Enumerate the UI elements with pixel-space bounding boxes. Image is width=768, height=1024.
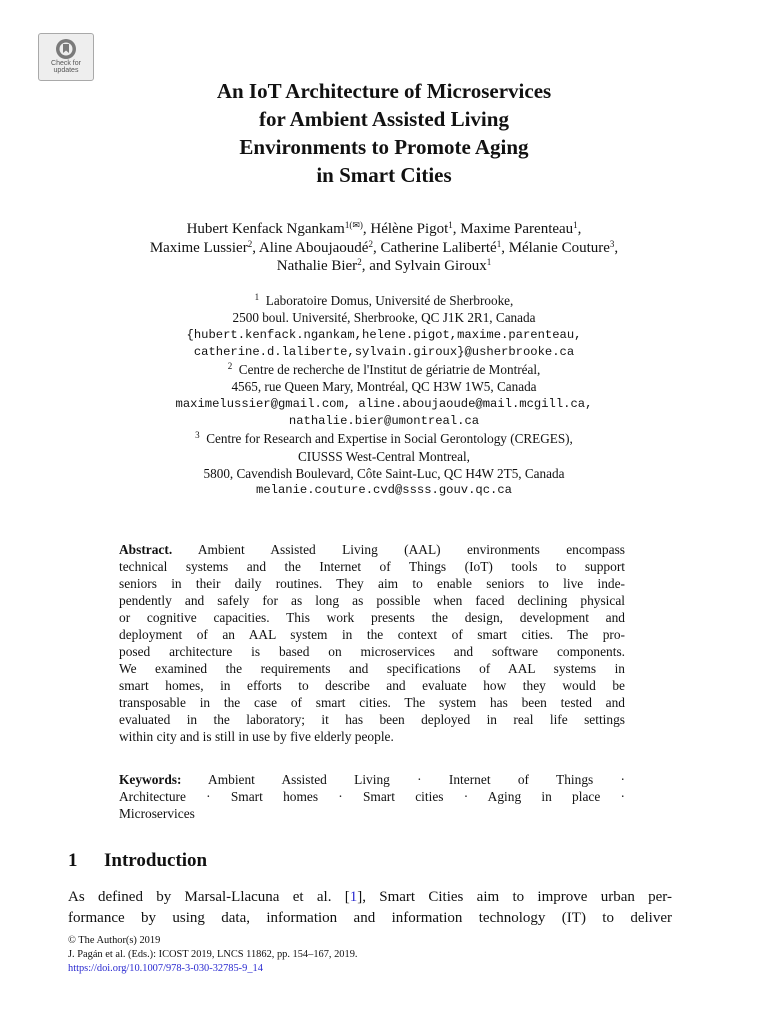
body-text-span: As defined by Marsal-Llacuna et al. [ <box>68 889 350 905</box>
author-name: Catherine Laliberté <box>380 239 497 256</box>
affiliation-text: 2500 boul. Université, Sherbrooke, QC J1K 2R1, Canada <box>232 310 536 326</box>
title-line: for Ambient Assisted Living <box>259 107 509 131</box>
abstract-line: We examined the requirements and specifications of AAL systems in <box>119 661 625 676</box>
affiliation-text: CIUSSS West-Central Montreal, <box>298 448 470 464</box>
keywords-line: Architecture · Smart homes · Smart cities · Aging in place · <box>119 789 625 804</box>
abstract-label: Abstract. <box>119 542 173 557</box>
abstract-text: Ambient Assisted Living (AAL) environments encompass <box>197 542 625 557</box>
abstract-line: posed architecture is based on microservices and software components. <box>119 644 625 659</box>
title-line: An IoT Architecture of Microservices <box>216 79 552 103</box>
affiliation-number: 2 <box>227 361 233 372</box>
keywords-label: Keywords: <box>119 772 182 787</box>
email-list[interactable]: catherine.d.laliberte,sylvain.giroux}@usherbrooke.ca <box>193 344 575 359</box>
citation-info: J. Pagán et al. (Eds.): ICOST 2019, LNCS 11862, pp. 154–167, 2019. <box>68 949 358 960</box>
badge-label-line1: Check for <box>51 60 81 67</box>
section-number: 1 <box>68 850 78 871</box>
section-title: Introduction <box>104 850 208 871</box>
email-list[interactable]: maximelussier@gmail.com, aline.aboujaoude@mail.mcgill.ca, <box>175 396 593 411</box>
keywords-text: Ambient Assisted Living · Internet of Things · <box>208 772 625 787</box>
copyright-notice: © The Author(s) 2019 <box>68 935 161 946</box>
author-name: Maxime Parenteau <box>460 221 574 237</box>
author-line: Nathalie Bier$^2$, and Sylvain Giroux$^1$ <box>276 257 492 274</box>
author-name: Maxime Lussier <box>149 239 248 256</box>
author-affil-mark: 1 <box>448 220 453 230</box>
author-affil-mark: 2 <box>357 257 362 267</box>
abstract-line <box>119 541 625 558</box>
email-list[interactable]: melanie.couture.cvd@ssss.gouv.qc.ca <box>256 483 512 498</box>
doi-link[interactable]: https://doi.org/10.1007/978-3-030-32785-9_14 <box>68 963 263 974</box>
body-line <box>68 887 672 908</box>
affiliation-number: 3 <box>195 430 200 441</box>
author-name: Hubert Kenfack Ngankam <box>186 221 345 237</box>
author-affil-mark: 1(✉) <box>344 220 363 230</box>
affiliation-text: 5800, Cavendish Boulevard, Côte Saint-Luc, QC H4W 2T5, Canada <box>203 465 565 481</box>
paper-title <box>0 77 768 189</box>
footer <box>68 934 358 976</box>
citation-link[interactable]: 1 <box>349 889 358 905</box>
abstract-line: or cognitive capacities. This work presents the design, development and <box>119 610 625 625</box>
affiliation-number: 1 <box>254 292 260 302</box>
abstract-line: within city and is still in use by five elderly people. <box>119 729 394 744</box>
author-line: Hubert Kenfack Ngankam$^{1(✉)}$, Hélène Pigot$^1$, Maxime Parenteau$^1$, <box>186 220 582 237</box>
author-line: Maxime Lussier$^2$, Aline Aboujaoudé$^2$, Catherine Laliberté$^1$, Mélanie Couture$^3$, <box>149 238 619 256</box>
email-list[interactable]: nathalie.bier@umontreal.ca <box>288 414 480 429</box>
intro-paragraph <box>68 887 672 929</box>
abstract-line: deployment of an AAL system in the context of smart cities. The pro- <box>119 627 625 642</box>
author-affil-mark: 1 <box>486 257 492 267</box>
author-affil-mark: 1 <box>573 220 578 230</box>
keywords-line <box>119 771 625 788</box>
abstract-line: smart homes, in efforts to describe and evaluate how they would be <box>119 678 625 693</box>
abstract-line: pendently and safely for as long as possible when faced declining physical <box>119 593 625 608</box>
keywords-line: Microservices <box>119 806 195 821</box>
author-affil-mark: 2 <box>247 238 253 249</box>
affiliations <box>0 292 768 500</box>
title-line: Environments to Promote Aging <box>239 135 529 159</box>
keywords <box>119 771 625 822</box>
author-name: Nathalie Bier <box>276 258 358 274</box>
author-name: Aline Aboujaoudé <box>258 239 369 256</box>
author-name: Hélène Pigot <box>370 221 449 237</box>
author-name: Mélanie Couture <box>508 239 610 256</box>
check-for-updates-badge[interactable] <box>38 33 94 81</box>
section-heading <box>68 850 207 872</box>
abstract <box>119 541 625 745</box>
body-text-span: ], Smart Cities aim to improve urban per- <box>357 889 672 905</box>
abstract-line: technical systems and the Internet of Things (IoT) tools to support <box>119 559 625 574</box>
bookmark-ribbon-icon <box>55 38 77 60</box>
author-affil-mark: 1 <box>496 238 502 249</box>
affiliation-text: Centre de recherche de l'Institut de gériatrie de Montréal, <box>238 362 541 378</box>
author-list <box>0 220 768 276</box>
title-line: in Smart Cities <box>316 163 452 187</box>
badge-label-line2: updates <box>53 67 79 74</box>
author-affil-mark: 3 <box>609 238 615 249</box>
affiliation-text: Laboratoire Domus, Université de Sherbrooke, <box>265 293 514 308</box>
email-list[interactable]: {hubert.kenfack.ngankam,helene.pigot,maxime.parenteau, <box>186 327 582 342</box>
abstract-line: transposable in the case of smart cities. The system has been tested and <box>119 695 625 710</box>
author-affil-mark: 2 <box>368 238 373 249</box>
body-line: formance by using data, information and information technology (IT) to deliver <box>68 910 672 926</box>
affiliation-text: 4565, rue Queen Mary, Montréal, QC H3W 1W5, Canada <box>231 379 537 395</box>
abstract-line: evaluated in the laboratory; it has been deployed in real life settings <box>119 712 625 727</box>
abstract-line: seniors in their daily routines. They aim to enable seniors to live inde- <box>119 576 625 591</box>
author-name: Sylvain Giroux <box>394 258 487 274</box>
affiliation-text: Centre for Research and Expertise in Social Gerontology (CREGES), <box>206 431 573 447</box>
